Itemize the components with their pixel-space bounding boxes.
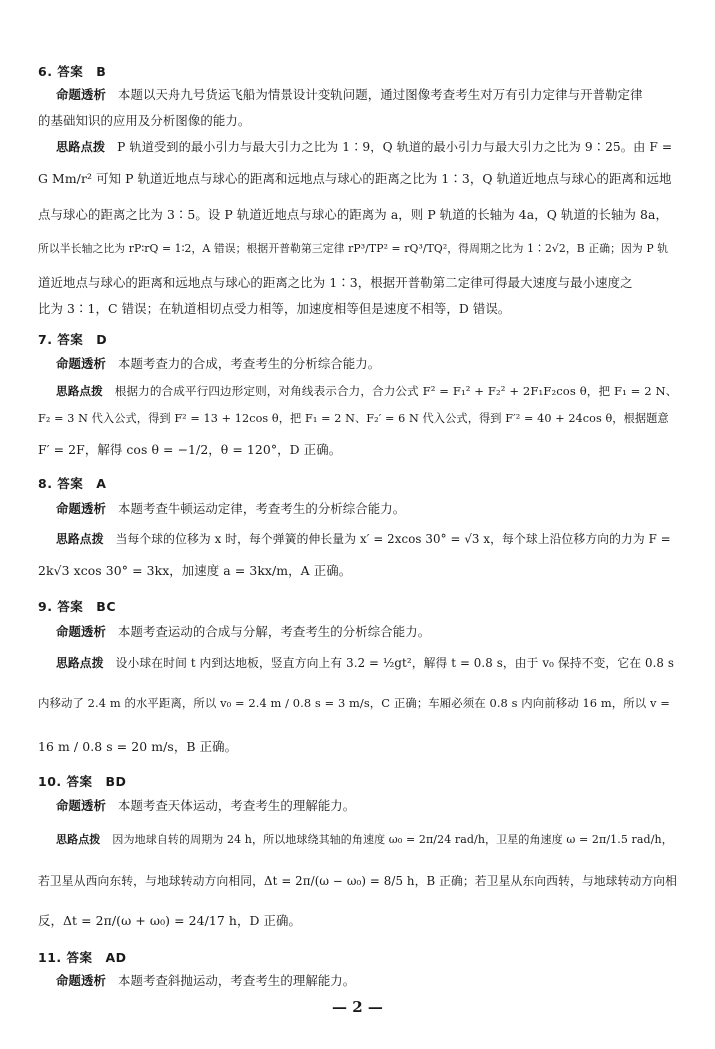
q8-heading: 8. 答案 A [38, 476, 107, 491]
q7-hint-label: 思路点拨 [56, 384, 103, 398]
q9-analysis-label: 命题透析 [56, 624, 106, 639]
q10-hint-2: 若卫星从西向东转，与地球转动方向相同，Δt = 2π/(ω − ω₀) = 8/5 h，B 正确；若卫星从东向西转，与地球转动方向相 [38, 874, 678, 888]
q9-heading: 9. 答案 BC [38, 599, 116, 614]
q6-heading: 6. 答案 B [38, 64, 107, 79]
q9-hint-label: 思路点拨 [56, 656, 104, 670]
q6-hint-1: 思路点拨 P 轨道受到的最小引力与最大引力之比为 1∶9，Q 轨道的最小引力与最大引力之比为 9∶25。由 F = [56, 140, 673, 154]
q10-hint-3: 反，Δt = 2π/(ω + ω₀) = 24/17 h，D 正确。 [38, 913, 301, 928]
q6-analysis-2: 的基础知识的应用及分析图像的能力。 [38, 113, 251, 128]
q6-hint-label: 思路点拨 [56, 140, 106, 154]
q8-hint-1: 思路点拨 当每个球的位移为 x 时，每个弹簧的伸长量为 x′ = 2xcos 30° = √3 x，每个球上沿位移方向的力为 F = [56, 532, 671, 546]
page-number: — 2 — [332, 998, 383, 1016]
q11-heading: 11. 答案 AD [38, 950, 127, 965]
q9-analysis: 命题透析 本题考查运动的合成与分解，考查考生的分析综合能力。 [56, 624, 431, 639]
q6-hint-5: 道近地点与球心的距离和远地点与球心的距离之比为 1∶3，根据开普勒第二定律可得最大速度与最小速度之 [38, 275, 633, 290]
q11-analysis: 命题透析 本题考查斜抛运动，考查考生的理解能力。 [56, 973, 356, 988]
q8-hint-2: 2k√3 xcos 30° = 3kx，加速度 a = 3kx/m，A 正确。 [38, 563, 352, 578]
q7-hint-1: 思路点拨 根据力的合成平行四边形定则，对角线表示合力，合力公式 F² = F₁² + F₂² + 2F₁F₂cos θ，把 F₁ = 2 N、 [56, 384, 678, 398]
q8-hint-label: 思路点拨 [56, 532, 104, 546]
q6-analysis: 命题透析 本题以天舟九号货运飞船为情景设计变轨问题，通过图像考查考生对万有引力定律与开普勒定律 [56, 87, 643, 102]
q6-analysis-label: 命题透析 [56, 87, 106, 102]
q11-analysis-label: 命题透析 [56, 973, 106, 988]
q6-hint-6: 比为 3∶1，C 错误；在轨道相切点受力相等，加速度相等但是速度不相等，D 错误。 [38, 301, 511, 316]
q7-heading: 7. 答案 D [38, 332, 108, 347]
q9-hint-1: 思路点拨 设小球在时间 t 内到达地板，竖直方向上有 3.2 = ½gt²，解得 t = 0.8 s，由于 v₀ 保持不变，它在 0.8 s [56, 656, 675, 670]
q7-analysis-label: 命题透析 [56, 356, 106, 371]
q6-hint-2: G Mm/r² 可知 P 轨道近地点与球心的距离和远地点与球心的距离之比为 1∶3，Q 轨道近地点与球心的距离和远地 [38, 171, 672, 186]
q6-hint-3: 点与球心的距离之比为 3∶5。设 P 轨道近地点与球心的距离为 a，则 P 轨道的长轴为 4a，Q 轨道的长轴为 8a， [38, 207, 668, 222]
q10-analysis-label: 命题透析 [56, 798, 106, 813]
q10-heading: 10. 答案 BD [38, 774, 127, 789]
q7-analysis: 命题透析 本题考查力的合成，考查考生的分析综合能力。 [56, 356, 381, 371]
q8-analysis-label: 命题透析 [56, 501, 106, 516]
q10-hint-label: 思路点拨 [56, 833, 101, 846]
q7-hint-2: F₂ = 3 N 代入公式，得到 F² = 13 + 12cos θ，把 F₁ = 2 N、F₂′ = 6 N 代入公式，得到 F′² = 40 + 24cos θ，根据题意 [38, 412, 669, 425]
q6-hint-4: 所以半长轴之比为 rP∶rQ = 1∶2，A 错误；根据开普勒第三定律 rP³/TP² = rQ³/TQ²，得周期之比为 1∶2√2，B 正确；因为 P 轨 [38, 242, 669, 255]
q10-analysis: 命题透析 本题考查天体运动，考查考生的理解能力。 [56, 798, 356, 813]
q9-hint-3: 16 m / 0.8 s = 20 m/s，B 正确。 [38, 739, 238, 754]
q10-hint-1: 思路点拨 因为地球自转的周期为 24 h，所以地球绕其轴的角速度 ω₀ = 2π/24 rad/h，卫星的角速度 ω = 2π/1.5 rad/h， [56, 833, 673, 846]
q9-hint-2: 内移动了 2.4 m 的水平距离，所以 v₀ = 2.4 m / 0.8 s = 3 m/s，C 正确；车厢必须在 0.8 s 内向前移动 16 m，所以 v = [38, 696, 670, 710]
q7-hint-3: F′ = 2F，解得 cos θ = −1/2，θ = 120°，D 正确。 [38, 442, 342, 457]
q8-analysis: 命题透析 本题考查牛顿运动定律，考查考生的分析综合能力。 [56, 501, 406, 516]
